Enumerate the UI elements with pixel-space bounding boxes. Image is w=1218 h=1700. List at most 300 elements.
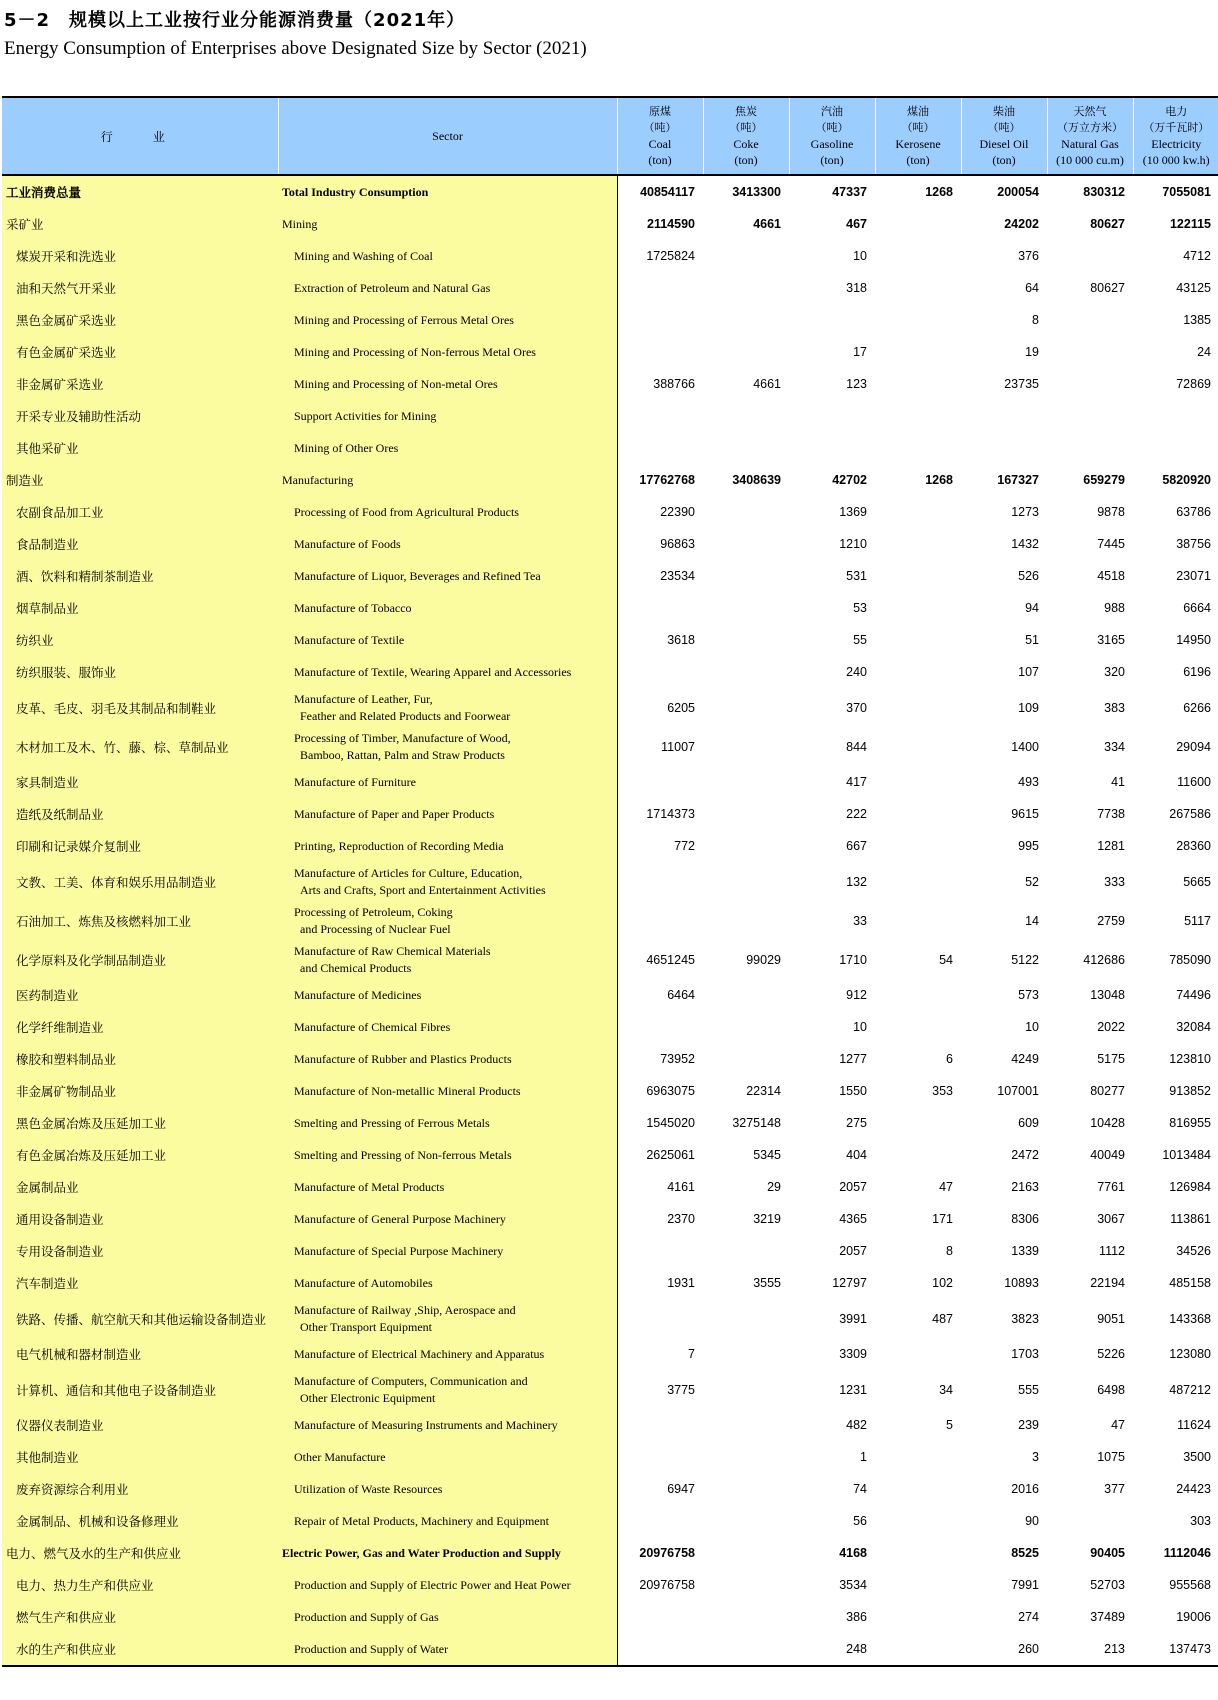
value-cell: 7761 [1097,1180,1125,1194]
value-cell: 2057 [839,1180,867,1194]
value-cell: 1703 [1011,1347,1039,1361]
sector-en-line: Manufacture of Chemical Fibres [294,1019,451,1034]
value-cell: 1714373 [646,807,695,821]
sector-en-cell [278,766,617,798]
column-header-en: Electricity [1151,137,1202,151]
value-cell [875,1473,961,1505]
sector-en-cell [278,272,617,304]
value-cell: 370 [846,700,867,715]
sector-en-cell [278,400,617,432]
value-cell: 6963075 [646,1084,695,1098]
value-cell: 107001 [997,1084,1039,1098]
column-unit-cn: （吨） [987,121,1021,134]
column-header-cn: 焦炭 [735,105,757,118]
sector-cn-cell: 汽车制造业 [2,1267,278,1299]
column-header-cn: 柴油 [993,105,1015,118]
sector-cn-cell: 化学原料及化学制品制造业 [2,940,278,979]
value-cell [703,624,789,656]
table-row [2,1011,1218,1043]
column-unit-cn: （吨） [815,121,849,134]
value-cell: 107 [1018,665,1039,679]
value-cell [703,901,789,940]
value-cell: 10 [1025,1020,1039,1034]
sector-cn-cell: 开采专业及辅助性活动 [2,400,278,432]
value-cell: 3775 [667,1382,695,1397]
sector-cn-cell: 橡胶和塑料制品业 [2,1043,278,1075]
value-cell [875,798,961,830]
table-row [2,1569,1218,1601]
value-cell [875,1601,961,1633]
table-row [2,727,1218,766]
value-cell: 5 [946,1418,953,1432]
sector-en-cell [278,432,617,464]
value-cell [875,432,961,464]
sector-cn-cell: 医药制造业 [2,979,278,1011]
value-cell: 94 [1025,601,1039,615]
sector-en-line: Manufacture of Electrical Machinery and Apparatus [294,1346,545,1361]
value-cell: 12797 [832,1276,867,1290]
value-cell: 73952 [660,1052,695,1066]
value-cell [703,766,789,798]
value-cell: 1 [860,1450,867,1464]
sector-en-line: Bamboo, Rattan, Palm and Straw Products [300,747,505,762]
value-cell: 1268 [925,185,953,199]
sector-cn-header: 行 业 [2,97,278,175]
value-cell: 167327 [997,473,1039,487]
value-cell: 64 [1025,281,1039,295]
value-cell: 659279 [1083,473,1125,487]
sector-en-cell [278,368,617,400]
value-cell: 3 [1032,1450,1039,1464]
value-cell: 123080 [1169,1347,1211,1361]
sector-en-cell [278,798,617,830]
value-cell: 485158 [1169,1276,1211,1290]
sector-en-cell [278,1011,617,1043]
value-cell: 2114590 [647,217,695,231]
value-cell: 4249 [1011,1052,1039,1066]
value-cell: 29 [767,1180,781,1194]
value-cell [617,336,703,368]
value-cell [703,528,789,560]
value-cell: 1931 [667,1276,695,1290]
value-cell [617,272,703,304]
value-cell: 4661 [753,217,781,231]
value-cell [875,496,961,528]
value-cell [875,1537,961,1569]
value-cell [703,1537,789,1569]
value-cell: 28360 [1176,839,1211,853]
value-cell [703,1043,789,1075]
value-cell: 2625061 [646,1148,695,1162]
sector-en-cell [278,901,617,940]
column-unit-en: (ton) [906,153,930,167]
value-cell: 6266 [1183,700,1211,715]
table-row [2,1203,1218,1235]
value-cell: 7055081 [1162,185,1211,199]
value-cell: 24 [1197,345,1211,359]
value-cell [617,1441,703,1473]
value-cell: 11007 [661,739,695,754]
value-cell: 1210 [839,537,867,551]
value-cell: 8525 [1011,1546,1039,1560]
sector-en-cell [278,1633,617,1666]
value-cell: 222 [846,807,867,821]
value-cell [703,862,789,901]
column-unit-en: (10 000 kw.h) [1142,153,1210,167]
sector-en-cell [278,940,617,979]
value-cell [875,901,961,940]
value-cell: 493 [1018,775,1039,789]
value-cell: 19 [1025,345,1039,359]
value-cell [1133,432,1218,464]
value-cell: 376 [1018,249,1039,263]
sector-en-line: Arts and Crafts, Sport and Entertainment Activities [300,882,546,897]
value-cell: 482 [846,1418,867,1432]
value-cell [875,1107,961,1139]
sector-en-line: Manufacturing [282,472,354,487]
sector-en-cell [278,1601,617,1633]
value-cell: 56 [853,1514,867,1528]
sector-en-cell [278,240,617,272]
sector-en-line: Manufacture of Special Purpose Machinery [294,1243,504,1258]
sector-en-cell [278,830,617,862]
value-cell: 1268 [925,473,953,487]
value-cell: 1281 [1097,839,1125,853]
value-cell: 96863 [660,537,695,551]
value-cell: 772 [674,839,695,853]
value-cell: 51 [1025,633,1039,647]
value-cell: 5226 [1097,1347,1125,1361]
value-cell: 53 [853,601,867,615]
value-cell: 22194 [1090,1276,1125,1290]
value-cell: 123 [846,377,867,391]
sector-en-line: Mining of Other Ores [294,440,399,455]
value-cell: 7445 [1097,537,1125,551]
value-cell: 1432 [1011,537,1039,551]
value-cell: 913852 [1169,1084,1211,1098]
energy-consumption-table [2,96,1218,1667]
sector-cn-cell: 煤炭开采和洗选业 [2,240,278,272]
value-cell: 22314 [746,1084,781,1098]
value-cell [617,1633,703,1666]
sector-en-line: Mining and Processing of Non-ferrous Metal Ores [294,344,536,359]
column-header-en: Gasoline [810,137,854,151]
table-row [2,240,1218,272]
value-cell: 13048 [1090,988,1125,1002]
value-cell: 1400 [1011,739,1039,754]
value-cell: 7 [688,1347,695,1361]
value-cell: 955568 [1169,1578,1211,1592]
value-cell: 7991 [1011,1578,1039,1592]
value-cell: 667 [846,839,867,853]
sector-en-line: Other Electronic Equipment [300,1390,436,1405]
table-row [2,1505,1218,1537]
sector-cn-cell: 非金属矿物制品业 [2,1075,278,1107]
value-cell [875,1338,961,1370]
value-cell [875,624,961,656]
value-cell: 8 [1032,313,1039,327]
sector-cn-cell: 通用设备制造业 [2,1203,278,1235]
value-cell [875,208,961,240]
table-row [2,304,1218,336]
sector-en-line: Manufacture of Furniture [294,774,416,789]
table-header [2,97,1218,175]
sector-en-line: Manufacture of Textile, Wearing Apparel and Accessories [294,664,572,679]
sector-en-cell [278,1441,617,1473]
table-row [2,940,1218,979]
sector-en-cell [278,1505,617,1537]
sector-cn-cell: 工业消费总量 [2,175,278,208]
sector-en-line: Manufacture of Foods [294,536,401,551]
value-cell: 24423 [1176,1482,1211,1496]
value-cell [875,528,961,560]
value-cell: 14 [1025,913,1039,928]
sector-cn-cell: 制造业 [2,464,278,496]
column-header-cn: 煤油 [907,105,929,118]
value-cell [875,336,961,368]
value-cell: 1112046 [1163,1546,1211,1560]
value-cell: 3309 [839,1347,867,1361]
value-cell: 24202 [1004,217,1039,231]
sector-en-cell [278,208,617,240]
sector-en-cell [278,1203,617,1235]
sector-cn-cell: 采矿业 [2,208,278,240]
value-cell: 785090 [1169,952,1211,967]
column-header-cn: 汽油 [821,105,843,118]
sector-en-line: Utilization of Waste Resources [294,1481,443,1496]
value-cell [617,862,703,901]
value-cell [875,272,961,304]
value-cell: 5122 [1011,952,1039,967]
value-cell [703,1370,789,1409]
table-row [2,656,1218,688]
sector-en-cell [278,656,617,688]
value-cell [1047,368,1133,400]
sector-en-cell [278,560,617,592]
value-cell: 23071 [1176,569,1211,583]
value-cell: 74 [853,1482,867,1496]
value-cell: 4365 [839,1212,867,1226]
sector-en-line: Support Activities for Mining [294,408,437,423]
sector-en-line: Extraction of Petroleum and Natural Gas [294,280,491,295]
value-cell: 320 [1104,665,1125,679]
table-row [2,1633,1218,1666]
sector-en-cell [278,624,617,656]
table-row [2,830,1218,862]
column-header-en: Diesel Oil [979,137,1029,151]
value-cell: 3067 [1097,1212,1125,1226]
sector-cn-cell: 油和天然气开采业 [2,272,278,304]
value-cell: 33 [853,913,867,928]
value-cell: 1385 [1183,313,1211,327]
sector-cn-cell: 金属制品业 [2,1171,278,1203]
sector-en-cell [278,528,617,560]
value-cell [617,1505,703,1537]
value-cell: 74496 [1176,988,1211,1002]
value-cell [617,766,703,798]
value-cell: 5345 [753,1148,781,1162]
sector-cn-cell: 黑色金属矿采选业 [2,304,278,336]
value-cell: 171 [932,1212,953,1226]
value-cell: 23735 [1004,377,1039,391]
column-header-en: Kerosene [895,137,941,151]
sector-en-line: Manufacture of Rubber and Plastics Products [294,1051,512,1066]
value-cell [703,798,789,830]
sector-en-line: Production and Supply of Electric Power and Heat Power [294,1577,571,1592]
value-cell: 10893 [1004,1276,1039,1290]
sector-en-line: Processing of Timber, Manufacture of Wood, [294,730,511,745]
value-cell: 830312 [1083,185,1125,199]
sector-cn-cell: 仪器仪表制造业 [2,1409,278,1441]
value-cell: 1075 [1097,1450,1125,1464]
value-cell: 526 [1018,569,1039,583]
value-cell: 377 [1104,1482,1125,1496]
sector-cn-cell: 黑色金属冶炼及压延加工业 [2,1107,278,1139]
sector-cn-cell: 电气机械和器材制造业 [2,1338,278,1370]
column-unit-en: (ton) [992,153,1016,167]
column-header [961,97,1047,175]
sector-en-line: and Processing of Nuclear Fuel [300,921,451,936]
sector-en-cell [278,592,617,624]
value-cell: 274 [1018,1610,1039,1624]
table-row [2,1441,1218,1473]
value-cell: 844 [846,739,867,754]
value-cell [703,1505,789,1537]
value-cell [875,368,961,400]
value-cell: 47337 [832,185,867,199]
value-cell [703,1409,789,1441]
value-cell: 11624 [1177,1418,1211,1432]
table-row [2,1537,1218,1569]
value-cell: 29094 [1176,739,1211,754]
value-cell [1047,432,1133,464]
value-cell [875,656,961,688]
value-cell: 3275148 [732,1116,781,1130]
sector-en-cell [278,1473,617,1505]
sector-en-cell [278,496,617,528]
value-cell: 1231 [839,1382,867,1397]
sector-cn-cell: 纺织业 [2,624,278,656]
sector-en-line: Manufacture of Measuring Instruments and Machinery [294,1417,558,1432]
sector-cn-cell: 非金属矿采选业 [2,368,278,400]
value-cell [617,400,703,432]
value-cell: 122115 [1169,217,1211,231]
table-row [2,560,1218,592]
value-cell: 487212 [1169,1382,1211,1397]
value-cell: 1339 [1011,1244,1039,1258]
sector-en-cell [278,1171,617,1203]
sector-en-cell [278,1235,617,1267]
sector-en-line: Repair of Metal Products, Machinery and Equipment [294,1513,549,1528]
table-row [2,624,1218,656]
sector-en-line: Electric Power, Gas and Water Production and Supply [282,1545,561,1560]
value-cell [875,560,961,592]
value-cell: 11600 [1177,775,1211,789]
sector-en-line: Manufacture of Automobiles [294,1275,433,1290]
value-cell: 4168 [839,1546,867,1560]
value-cell [617,432,703,464]
value-cell [703,1473,789,1505]
value-cell: 19006 [1176,1610,1211,1624]
value-cell: 72869 [1176,377,1211,391]
sector-en-cell [278,304,617,336]
value-cell: 467 [846,217,867,231]
value-cell [703,272,789,304]
table-row [2,1299,1218,1338]
value-cell: 2163 [1011,1180,1039,1194]
value-cell: 1710 [839,952,867,967]
value-cell: 988 [1104,601,1125,615]
value-cell: 248 [789,1633,875,1666]
sector-cn-cell: 水的生产和供应业 [2,1633,278,1666]
table-row [2,1235,1218,1267]
value-cell: 37489 [1090,1610,1125,1624]
sector-en-cell [278,1043,617,1075]
table-row [2,1473,1218,1505]
value-cell: 109 [1018,700,1039,715]
sector-en-cell [278,1139,617,1171]
value-cell: 404 [846,1148,867,1162]
value-cell: 17762768 [639,473,695,487]
value-cell [617,1409,703,1441]
column-unit-en: (ton) [820,153,844,167]
value-cell [875,1505,961,1537]
value-cell [789,432,875,464]
value-cell: 5117 [1184,913,1211,928]
sector-cn-cell: 废弃资源综合利用业 [2,1473,278,1505]
sector-cn-cell: 纺织服装、服饰业 [2,656,278,688]
sector-en-line: Other Manufacture [294,1449,386,1464]
sector-en-cell [278,1338,617,1370]
sector-en-line: Mining and Processing of Ferrous Metal Ores [294,312,514,327]
column-header-en: Natural Gas [1061,137,1119,151]
value-cell: 5820920 [1162,473,1211,487]
value-cell [875,400,961,432]
sector-cn-cell: 铁路、传播、航空航天和其他运输设备制造业 [2,1299,278,1338]
sector-en-cell [278,727,617,766]
value-cell: 275 [846,1116,867,1130]
table-row [2,688,1218,727]
value-cell: 2370 [667,1212,695,1226]
value-cell [875,979,961,1011]
column-unit-cn: （万立方米） [1057,121,1123,134]
value-cell: 90 [1025,1514,1039,1528]
value-cell: 41 [1111,775,1125,789]
column-unit-en: (ton) [734,153,758,167]
value-cell [703,1235,789,1267]
value-cell: 6464 [667,988,695,1002]
value-cell [703,336,789,368]
table-row [2,862,1218,901]
value-cell [703,1011,789,1043]
table-row [2,336,1218,368]
table-row [2,1171,1218,1203]
value-cell: 3991 [839,1311,867,1326]
table-row [2,208,1218,240]
value-cell [617,1299,703,1338]
value-cell: 555 [1018,1382,1039,1397]
table-row [2,1267,1218,1299]
sector-en-line: Manufacture of Leather, Fur, [294,691,433,706]
value-cell: 42702 [832,473,867,487]
value-cell [1133,400,1218,432]
value-cell: 4518 [1097,569,1125,583]
sector-en-line: Printing, Reproduction of Recording Media [294,838,504,853]
value-cell: 17 [853,345,867,359]
value-cell [875,830,961,862]
sector-cn-cell: 其他制造业 [2,1441,278,1473]
value-cell [789,304,875,336]
